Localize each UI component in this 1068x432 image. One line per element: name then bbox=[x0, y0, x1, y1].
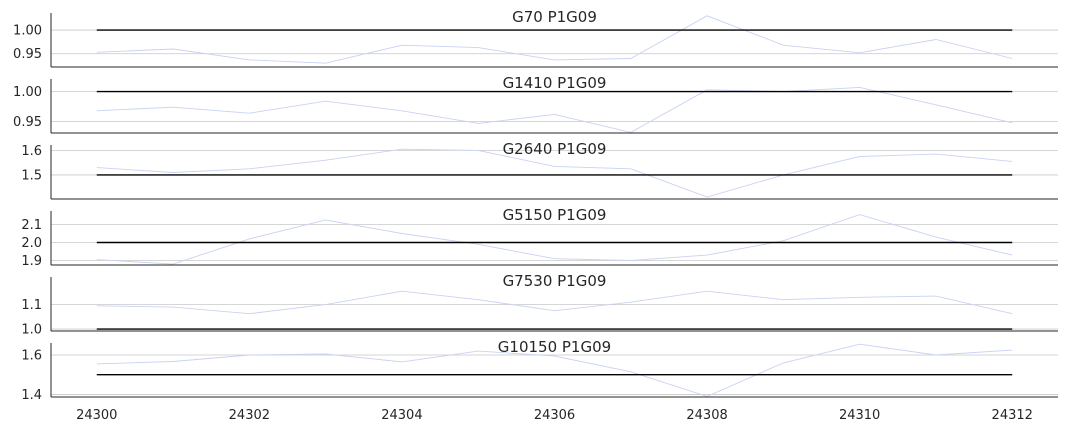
panel-title: G10150 P1G09 bbox=[497, 338, 612, 356]
x-tick-label: 24304 bbox=[381, 408, 423, 423]
y-tick-label: 1.6 bbox=[21, 348, 42, 364]
panel-title: G5150 P1G09 bbox=[502, 206, 607, 224]
y-tick-label: 1.9 bbox=[21, 254, 42, 269]
y-tick-label: 1.4 bbox=[21, 387, 42, 403]
x-tick-label: 24308 bbox=[686, 408, 728, 423]
panel-title: G2640 P1G09 bbox=[502, 140, 607, 158]
signal-series-line bbox=[97, 291, 1012, 314]
y-tick-label: 1.0 bbox=[21, 322, 42, 338]
y-tick-label: 1.00 bbox=[13, 23, 42, 39]
panel-title: G70 P1G09 bbox=[512, 8, 597, 26]
x-tick-label: 24306 bbox=[533, 408, 576, 423]
y-tick-label: 2.1 bbox=[21, 218, 42, 233]
x-tick-label: 24300 bbox=[76, 408, 118, 423]
y-tick-label: 2.0 bbox=[21, 236, 42, 251]
x-tick-label: 24312 bbox=[991, 408, 1033, 423]
x-tick-label: 24302 bbox=[228, 408, 271, 423]
panel-title: G1410 P1G09 bbox=[502, 74, 607, 92]
y-tick-label: 0.95 bbox=[13, 47, 42, 63]
panel-title: G7530 P1G09 bbox=[502, 272, 607, 290]
y-tick-label: 1.00 bbox=[13, 85, 42, 101]
y-tick-label: 0.95 bbox=[13, 115, 42, 131]
signal-series-line bbox=[97, 87, 1012, 132]
y-tick-label: 1.5 bbox=[21, 168, 42, 184]
y-tick-label: 1.6 bbox=[21, 143, 42, 159]
x-tick-label: 24310 bbox=[838, 408, 881, 423]
y-tick-label: 1.1 bbox=[21, 298, 42, 314]
